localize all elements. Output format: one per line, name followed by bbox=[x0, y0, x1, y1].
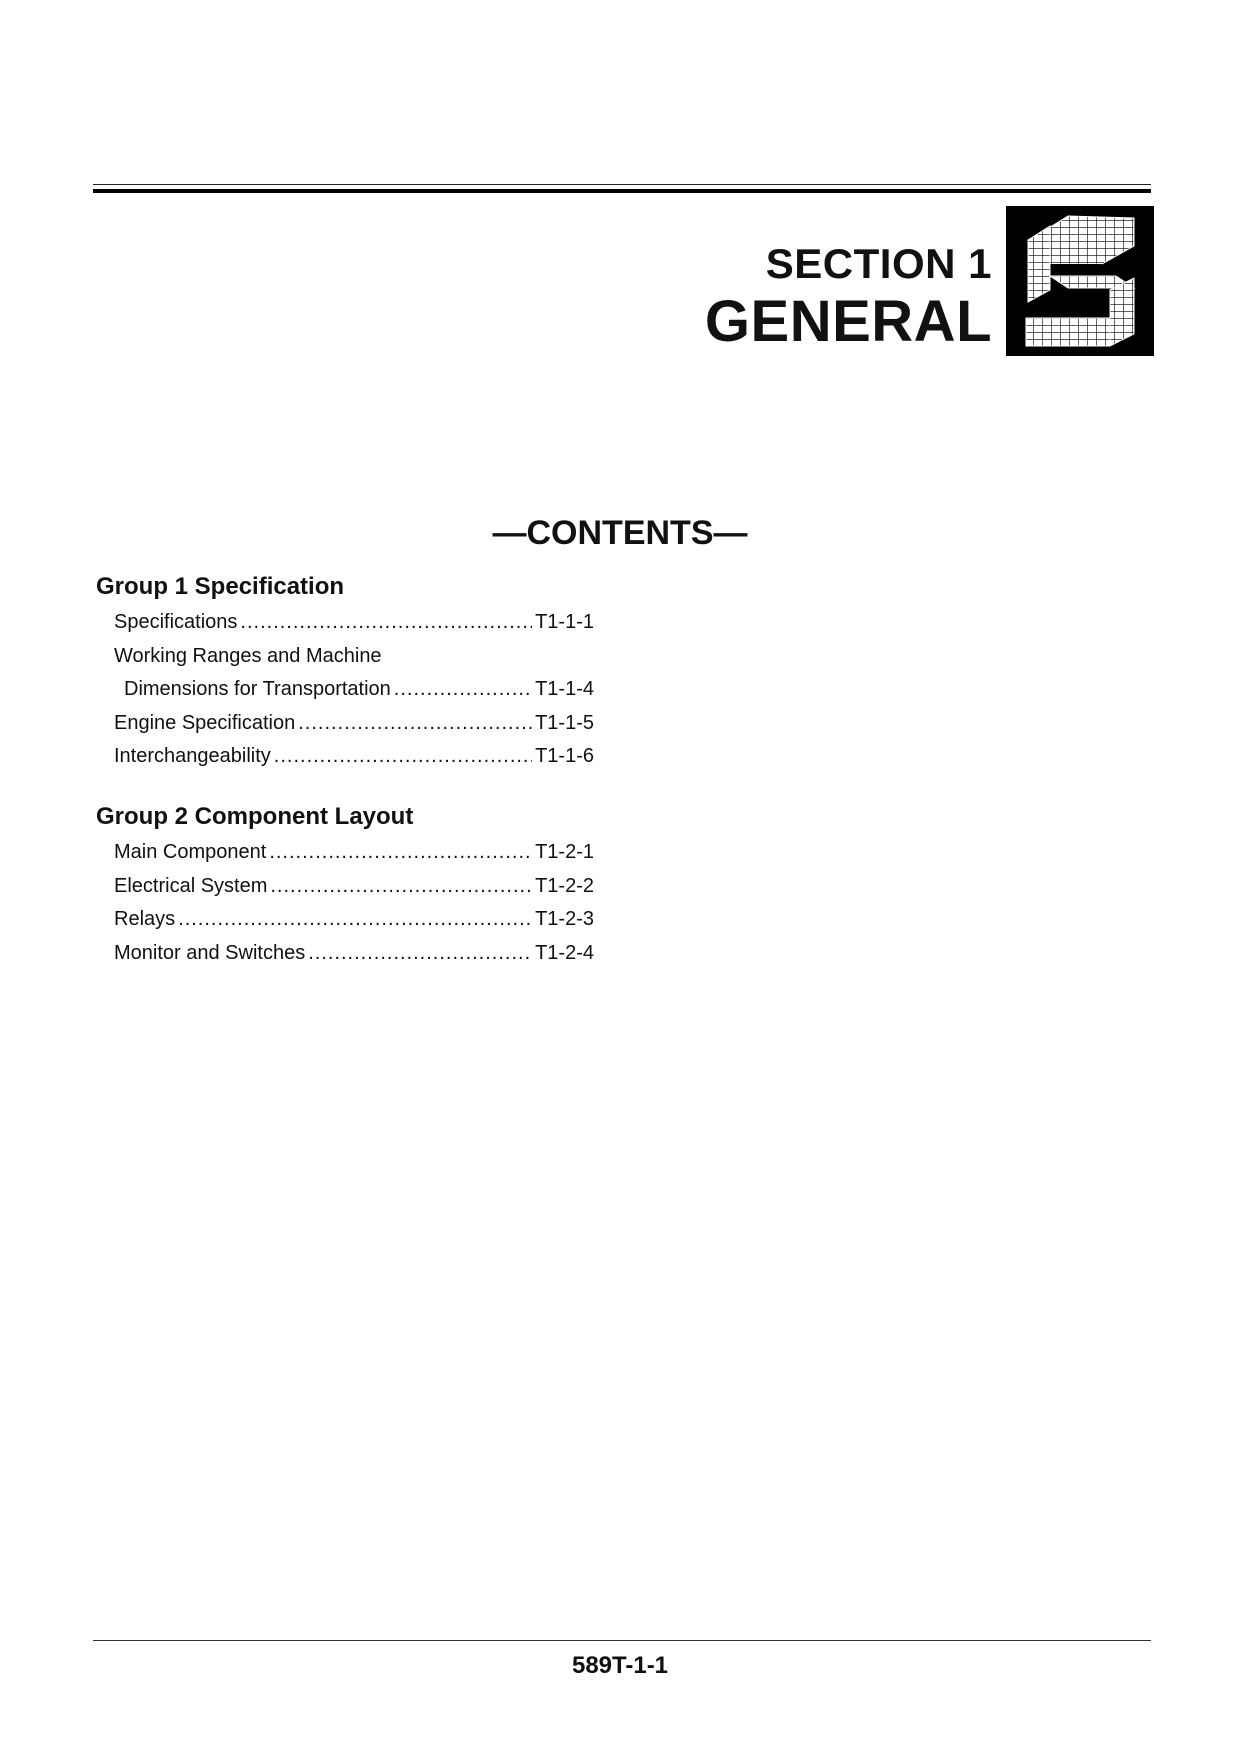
toc-entry[interactable] bbox=[96, 870, 594, 904]
toc-entry-label: Engine Specification bbox=[114, 711, 296, 734]
toc-entry-label: Main Component bbox=[114, 840, 267, 863]
toc-entry-page: T1-1-1 bbox=[535, 611, 594, 633]
page-id: 589T-1-1 bbox=[571, 1652, 669, 1679]
toc-entry-label: Relays bbox=[114, 908, 176, 931]
group-title: Group 1 Specification bbox=[96, 573, 345, 600]
toc-entry[interactable] bbox=[96, 640, 594, 674]
dot-leader bbox=[274, 740, 532, 774]
toc-entry-label: Interchangeability bbox=[114, 745, 271, 768]
dot-leader bbox=[298, 707, 532, 741]
toc-entry[interactable] bbox=[96, 606, 594, 640]
toc-entry[interactable] bbox=[96, 836, 594, 870]
toc-group-specification bbox=[96, 570, 636, 774]
header-rule-thick bbox=[93, 189, 1151, 193]
toc-entry-page: T1-2-1 bbox=[535, 840, 594, 863]
toc-entry-page: T1-1-6 bbox=[535, 745, 594, 768]
toc-entry-page: T1-2-4 bbox=[535, 941, 594, 964]
toc-entry[interactable] bbox=[96, 903, 594, 937]
dot-leader bbox=[178, 903, 532, 937]
toc-entry-page: T1-2-2 bbox=[535, 874, 594, 897]
toc-entry-page: T1-1-4 bbox=[535, 678, 594, 701]
contents-heading: —CONTENTS— bbox=[492, 514, 748, 552]
section-s-cube-logo-icon bbox=[1006, 206, 1154, 356]
toc-entry-label: Electrical System bbox=[114, 874, 268, 897]
header-rule-thin bbox=[93, 184, 1151, 185]
dot-leader bbox=[394, 673, 532, 707]
toc-entry-label: Specifications bbox=[114, 611, 238, 633]
dot-leader bbox=[240, 606, 532, 640]
footer-rule bbox=[93, 1640, 1151, 1641]
toc-entry-label: Monitor and Switches bbox=[114, 941, 306, 964]
section-number: SECTION 1 bbox=[765, 240, 992, 287]
toc-entry-page: T1-1-5 bbox=[535, 711, 594, 734]
toc-entry-label: Working Ranges and Machine bbox=[114, 644, 382, 667]
group-title: Group 2 Component Layout bbox=[96, 802, 414, 830]
toc-entry[interactable] bbox=[96, 707, 594, 741]
toc-group-component-layout bbox=[96, 800, 636, 970]
dot-leader bbox=[270, 870, 532, 904]
toc-entry[interactable] bbox=[96, 937, 594, 971]
toc-entry[interactable] bbox=[96, 740, 594, 774]
table-of-contents bbox=[96, 570, 636, 996]
toc-entry-label: Dimensions for Transportation bbox=[124, 678, 391, 701]
dot-leader bbox=[308, 937, 532, 971]
section-title: GENERAL bbox=[704, 289, 992, 354]
toc-entry[interactable] bbox=[96, 673, 594, 707]
dot-leader bbox=[269, 836, 532, 870]
toc-entry-page: T1-2-3 bbox=[535, 908, 594, 931]
